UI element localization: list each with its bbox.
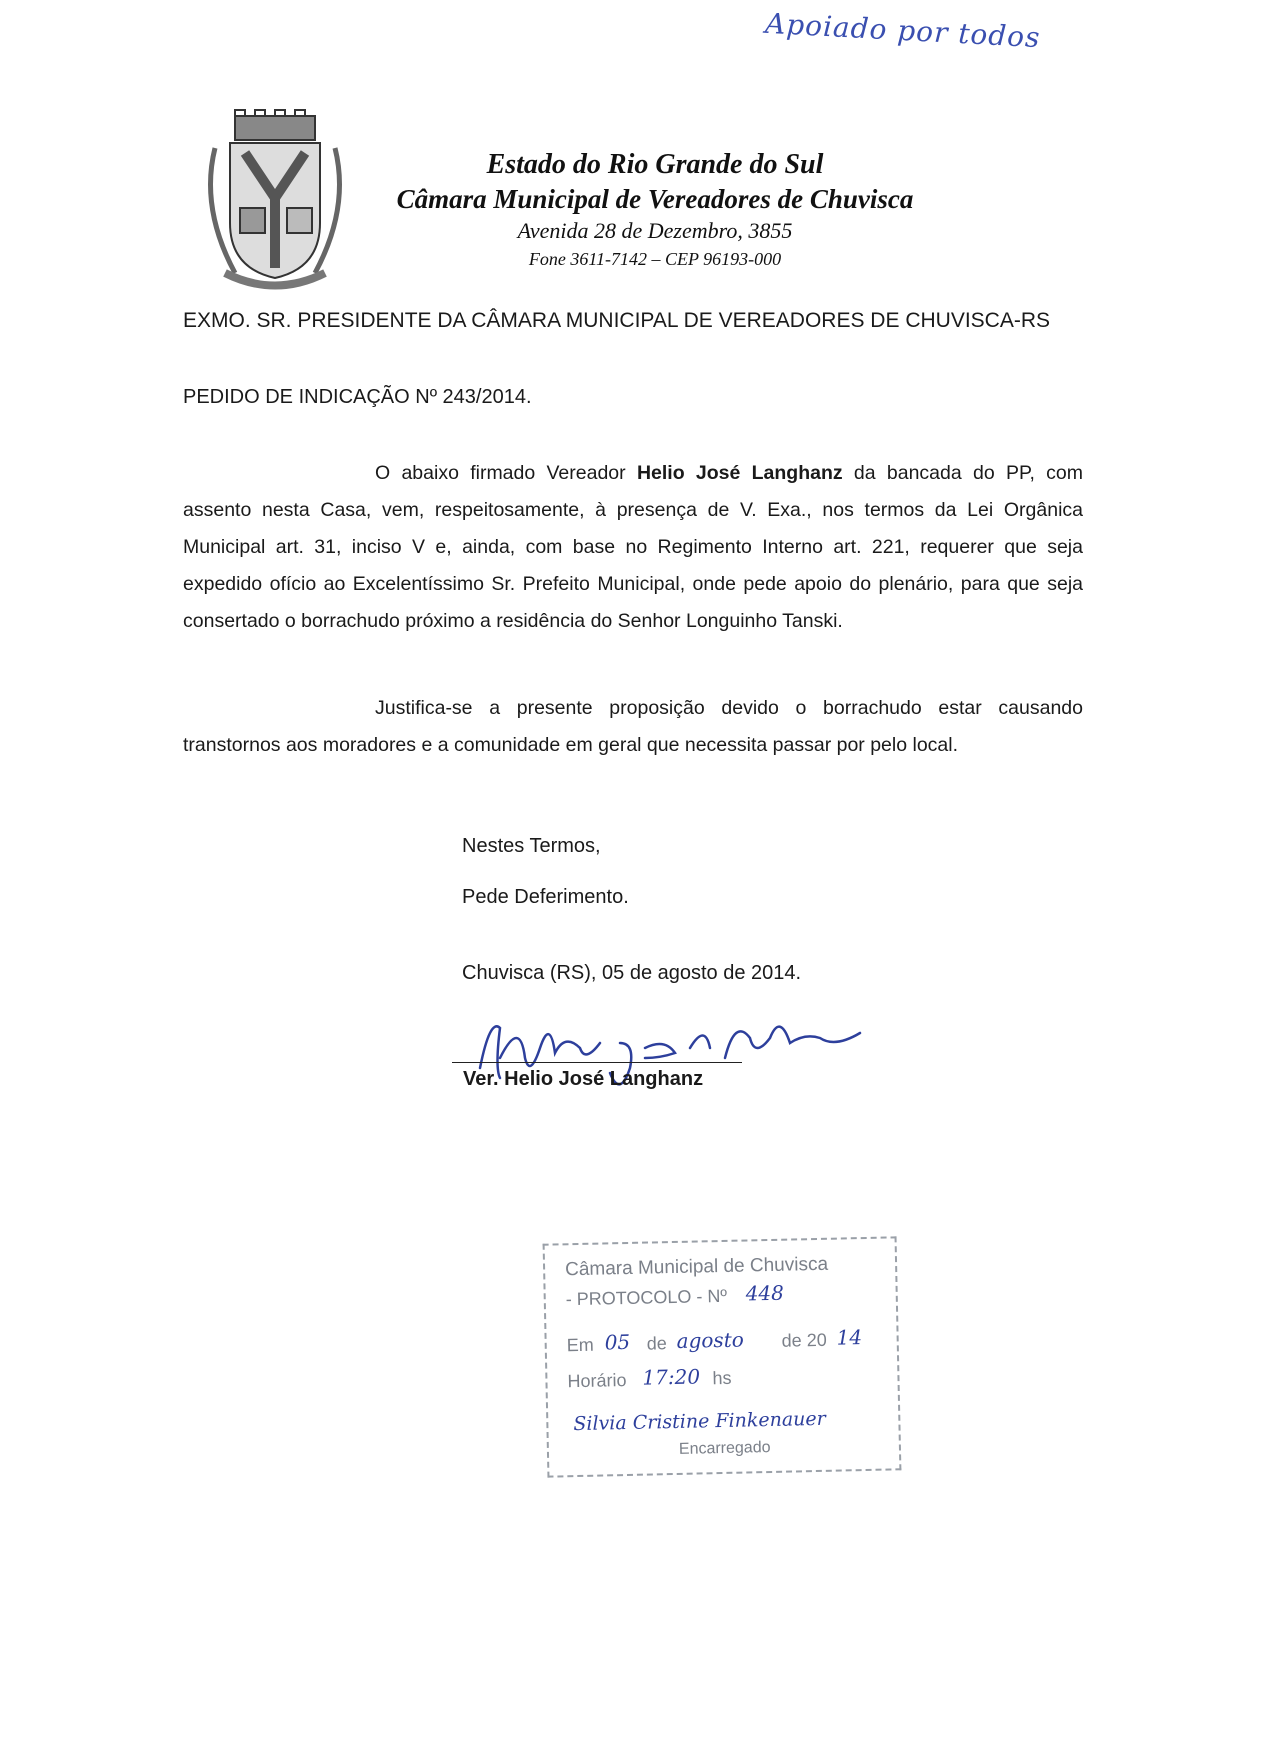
place-date: Chuvisca (RS), 05 de agosto de 2014. xyxy=(462,962,802,984)
stamp-protocol-label: - PROTOCOLO - Nº xyxy=(565,1285,728,1310)
closing-line-1: Nestes Termos, xyxy=(462,835,601,857)
stamp-day: 05 xyxy=(604,1329,631,1355)
handwritten-note: Apoiado por todos xyxy=(764,6,1042,55)
body-paragraph-1 xyxy=(183,455,1083,640)
handwritten-signature xyxy=(470,998,890,1108)
municipal-coat-of-arms xyxy=(195,108,355,298)
letterhead-chamber: Câmara Municipal de Vereadores de Chuvisca xyxy=(396,184,914,214)
stamp-em-label: Em xyxy=(566,1334,594,1356)
letterhead-state: Estado do Rio Grande do Sul xyxy=(486,149,824,180)
stamp-month: agosto xyxy=(676,1327,744,1353)
body-paragraph-2: Justifica-se a presente proposição devido o borrachudo estar causando transtornos aos moradores e a comunidade em geral que necessita passar por pelo local. xyxy=(183,697,1083,756)
councilor-name: Helio José Langhanz xyxy=(636,462,843,484)
closing-line-2: Pede Deferimento. xyxy=(462,886,629,908)
letterhead-address: Avenida 28 de Dezembro, 3855 xyxy=(517,218,793,243)
stamp-time: 17:20 xyxy=(642,1364,701,1390)
stamp-protocol-number: 448 xyxy=(745,1280,785,1306)
reference-number: PEDIDO DE INDICAÇÃO Nº 243/2014. xyxy=(183,386,532,408)
signatory-name: Ver. Helio José Langhanz xyxy=(463,1068,704,1090)
stamp-title: Câmara Municipal de Chuvisca xyxy=(564,1253,829,1281)
stamp-signature: Silvia Cristine Finkenauer xyxy=(573,1407,826,1436)
stamp-hs-label: hs xyxy=(712,1367,732,1389)
body-p1-before: O abaixo firmado Vereador xyxy=(375,462,637,484)
stamp-role: Encarregado xyxy=(678,1439,771,1458)
letterhead-contact: Fone 3611-7142 – CEP 96193-000 xyxy=(528,249,782,269)
stamp-year: 14 xyxy=(836,1325,863,1350)
stamp-horario-label: Horário xyxy=(567,1370,627,1392)
stamp-year-label: de 20 xyxy=(781,1329,827,1351)
addressee: EXMO. SR. PRESIDENTE DA CÂMARA MUNICIPAL DE VEREADORES DE CHUVISCA-RS xyxy=(183,309,1050,332)
body-p1-after: da bancada do PP, com assento nesta Casa, vem, respeitosamente, à presença de V. Exa., nos termos da Lei Orgânica Municipal art. 31, inciso V e, ainda, com base no Regimento Interno art. 221, requerer que seja expedido ofício ao Excelentíssimo Sr. Prefeito Municipal, onde pede apoio do plenário, para que seja consertado o borrachudo próximo a residência do Senhor Longuinho Tanski. xyxy=(183,462,1084,632)
stamp-de-label: de xyxy=(646,1333,667,1354)
protocol-stamp xyxy=(543,1236,902,1477)
letterhead xyxy=(375,148,935,272)
signature-line xyxy=(452,1062,742,1063)
